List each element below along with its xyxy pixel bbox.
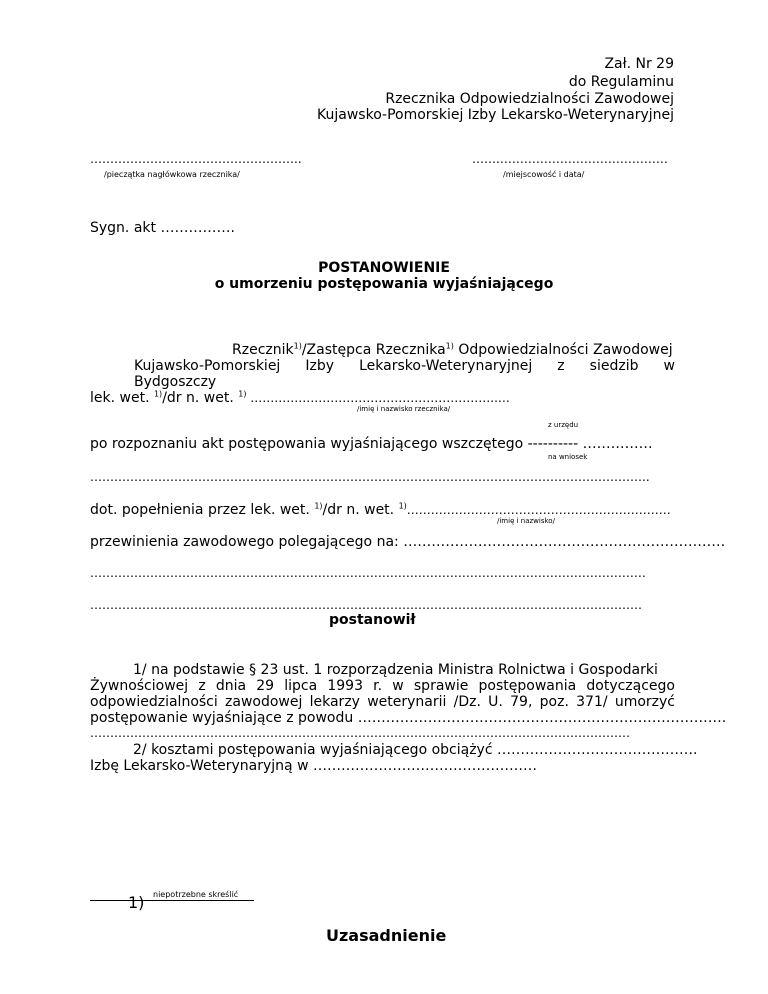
intro-line-1 — [232, 342, 673, 358]
proceeding-line: po rozpoznaniu akt postępowania wyjaśniającego wszczętego ---------- …………… — [90, 436, 653, 452]
intro-line-3: Bydgoszczy — [134, 374, 217, 390]
dr-wet-label: /dr n. wet. — [162, 390, 239, 406]
option-na-wniosek: na wniosek — [548, 453, 588, 461]
point2-line-1: 2/ kosztami postępowania wyjaśniającego obciążyć ……………………………………. — [133, 742, 698, 758]
footnote-ref: 1) — [314, 501, 323, 511]
decided-heading: postanowił — [329, 612, 416, 628]
justification-heading: Uzasadnienie — [326, 926, 447, 945]
header-line-3: Rzecznika Odpowiedzialności Zawodowej — [385, 91, 674, 107]
case-signature: Sygn. akt ……………. — [90, 220, 235, 236]
offense-line: przewinienia zawodowego polegającego na: …………………………………………………………… — [90, 534, 726, 550]
footnote-text: niepotrzebne skreślić — [153, 890, 239, 899]
point1-line-1: 1/ na podstawie § 23 ust. 1 rozporządzenia Ministra Rolnictwa i Gospodarki — [133, 662, 658, 678]
point1-line-2: Żywnościowej z dnia 29 lipca 1993 r. w sprawie postępowania dotyczącego — [90, 678, 675, 694]
concerning-dr-wet: /dr n. wet. — [322, 502, 399, 518]
intro-rzecznik: Rzecznik — [232, 342, 294, 358]
concerning-lek-wet: dot. popełnienia przez lek. wet. — [90, 502, 315, 518]
header-line-2: do Regulaminu — [568, 74, 674, 90]
footnote-ref: 1) — [293, 341, 302, 351]
intro-zastepca: /Zastępca Rzecznika — [301, 342, 446, 358]
footnote-ref: 1) — [238, 389, 247, 399]
document-subtitle: o umorzeniu postępowania wyjaśniającego — [214, 276, 554, 292]
rzecznik-name-caption: /imię i nazwisko rzecznika/ — [357, 405, 451, 413]
header-line-4: Kujawsko-Pomorskiej Izby Lekarsko-Weterynaryjnej — [317, 107, 674, 123]
place-date-caption: /miejscowość i data/ — [503, 170, 585, 179]
point1-line-5: ……………………………………………………………………………………………………………………… — [90, 726, 630, 740]
footnote-ref: 1) — [153, 389, 163, 399]
offense-dots-1: ……………………………………….………………………………………………………………………………… — [90, 566, 646, 580]
option-z-urzedu: z urzędu — [548, 421, 579, 429]
footnote-ref: 1) — [398, 501, 407, 511]
stamp-dots: …………………………………………….. — [90, 152, 302, 166]
proceeding-dots-line: ………………………………………………………………………………………………………………………….. — [90, 470, 650, 484]
stamp-caption: /pieczątka nagłówkowa rzecznika/ — [104, 170, 240, 179]
footnote-ref: 1) — [445, 341, 454, 351]
intro-line-2: Kujawsko-Pomorskiej Izby Lekarsko-Weterynaryjnej z siedzib w — [134, 358, 675, 374]
concerning-line — [90, 502, 671, 518]
intro-line-4 — [90, 390, 510, 406]
intro-odpowiedzialnosci: Odpowiedzialności Zawodowej — [453, 342, 673, 358]
concerning-caption: /imię i nazwisko/ — [497, 517, 555, 525]
header-line-1: Zał. Nr 29 — [604, 56, 674, 72]
point1-line-3: odpowiedzialności zawodowej lekarzy weterynarii /Dz. U. 79, poz. 371/ umorzyć — [90, 694, 675, 710]
offense-dots-2: ………………………………………………………………………………………………………………………… — [90, 598, 642, 612]
place-date-dots: …….…………………………………… — [472, 152, 668, 166]
footnote-separator — [90, 900, 254, 901]
point1-line-4: postępowanie wyjaśniające z powodu ……………………………………………………………………. — [90, 710, 727, 726]
document-title: POSTANOWIENIE — [318, 260, 450, 276]
rzecznik-name-dots: ……………………………………………………..… — [246, 391, 510, 405]
point2-line-2: Izbę Lekarsko-Weterynaryjną w ………………………………………… — [90, 758, 537, 774]
footnote-mark: 1) — [128, 893, 145, 912]
lek-wet-label: lek. wet. — [90, 390, 154, 406]
concerning-dots: ………………………………………………………… — [406, 503, 671, 517]
